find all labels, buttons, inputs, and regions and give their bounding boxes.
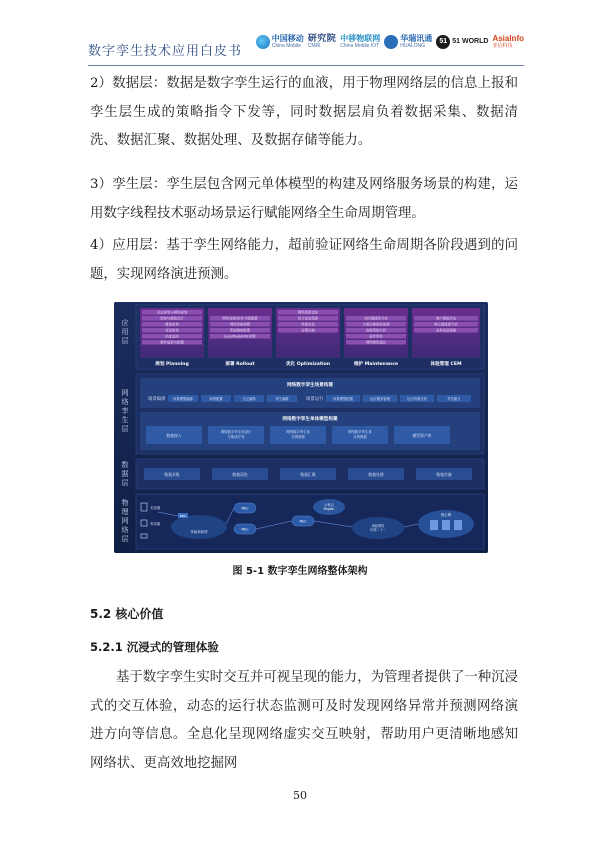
svg-text:网络数字孪生场景构建: 网络数字孪生场景构建 <box>287 383 333 388</box>
svg-text:场景模型配置: 场景模型配置 <box>333 397 353 401</box>
svg-text:告警压缩: 告警压缩 <box>301 328 315 333</box>
layer-label-twin: 网络孪生层 <box>121 389 129 433</box>
svg-text:MEC: MEC <box>299 519 307 524</box>
svg-text:交互编排: 交互编排 <box>242 397 256 401</box>
svg-text:实时健康性评估: 实时健康性评估 <box>364 316 388 321</box>
svg-text:运行服务管理: 运行服务管理 <box>370 397 390 401</box>
svg-text:切片质量保障: 切片质量保障 <box>297 316 319 321</box>
svg-text:数据清洗: 数据清洗 <box>232 472 248 477</box>
svg-text:有线端: 有线端 <box>150 522 161 526</box>
cmiot-logo: 中移物联网 China Mobile IOT <box>340 33 381 49</box>
svg-text:站址选择: 站址选择 <box>165 334 179 339</box>
svg-text:网络数字孪生体实例图谱: 网络数字孪生体实例图谱 <box>348 430 372 439</box>
architecture-diagram <box>114 302 488 553</box>
section-heading-5-2-1: 5.2.1 沉浸式的管理体验 <box>90 640 219 654</box>
figure-caption: 图 5-1 数字孪生网络整体架构 <box>232 566 368 577</box>
header-title: 数字孪生技术应用白皮书 <box>88 44 243 59</box>
51world-icon: 51 <box>436 35 450 49</box>
header-divider <box>88 65 524 66</box>
svg-text:数据存储: 数据存储 <box>436 472 452 477</box>
svg-text:核心网: 核心网 <box>440 513 452 517</box>
svg-text:业务质量保障: 业务质量保障 <box>435 328 457 333</box>
svg-text:客户感知评估: 客户感知评估 <box>435 316 457 321</box>
svg-text:IaaS/PaaS/VNF部署: IaaS/PaaS/VNF部署 <box>224 334 256 339</box>
layer-label-data: 数据层 <box>121 461 129 487</box>
svg-text:规则配置: 规则配置 <box>209 397 223 401</box>
svg-text:BBU: BBU <box>180 514 186 518</box>
svg-text:覆盖规划: 覆盖规划 <box>165 322 179 327</box>
svg-text:场景模型编排: 场景模型编排 <box>173 397 193 401</box>
architecture-figure <box>114 302 488 553</box>
immersive-paragraph: 基于数字孪生实时交互并可视呈现的能力，为管理者提供了一种沉浸式的交互体验，动态的运行状态监测可及时发现网络异常并预测网络演进方向等信息。全息化呈现网络虚实交互映射，帮助用户更清晰地感知网络状、更高效地挖掘网 <box>90 670 518 771</box>
svg-text:无线端: 无线端 <box>150 506 161 510</box>
svg-text:网络修复建议: 网络修复建议 <box>365 340 387 345</box>
page-number: 50 <box>293 789 307 802</box>
svg-text:性能优化: 性能优化 <box>301 322 315 327</box>
svg-text:网络资源优化: 网络资源优化 <box>297 310 319 315</box>
svg-text:网络数字孪生体实例管理: 网络数字孪生体实例管理 <box>286 430 310 439</box>
svg-text:数据接入: 数据接入 <box>166 433 182 438</box>
svg-text:模型资产库: 模型资产库 <box>412 433 432 438</box>
svg-text:场景编排: 场景编排 <box>148 397 166 402</box>
svg-text:MEC: MEC <box>241 506 249 511</box>
app-column-title: 体验管理 CEM <box>430 362 462 367</box>
app-column-title: 维护 Maintenance <box>353 362 399 367</box>
asiainfo-logo: AsiaInfo 亚信科技 <box>492 33 524 49</box>
svg-text:故障智能分析: 故障智能分析 <box>365 328 387 333</box>
cmri-logo: 研究院 CMRI <box>307 33 337 49</box>
layer-label-physical: 物理网络层 <box>121 499 129 543</box>
svg-text:动态规划与网络规划: 动态规划与网络规划 <box>156 310 188 315</box>
data-layer-items <box>144 468 472 480</box>
app-column-title: 优化 Optimization <box>285 362 331 367</box>
svg-text:系统割接配置: 系统割接配置 <box>229 328 251 333</box>
svg-text:传输承载网: 传输承载网 <box>190 530 208 534</box>
svg-text:孪生编辑: 孪生编辑 <box>275 397 289 401</box>
svg-text:网络数字孪生单体模型构建: 网络数字孪生单体模型构建 <box>282 417 338 422</box>
svg-text:架构与链路设计: 架构与链路设计 <box>160 316 184 321</box>
svg-text:数据采集: 数据采集 <box>164 472 180 477</box>
layer-label-application: 应用层 <box>121 319 129 345</box>
svg-text:容量规划: 容量规划 <box>165 328 179 333</box>
model-construction <box>140 412 480 450</box>
svg-text:运行结果分析: 运行结果分析 <box>407 397 427 401</box>
51world-logo: 51 51 WORLD <box>436 35 488 49</box>
svg-text:承载网络环网二十一: 承载网络环网二十一 <box>370 524 386 532</box>
scene-construction <box>140 378 480 408</box>
svg-text:数据处理: 数据处理 <box>368 472 384 477</box>
svg-text:网元健康度评估: 网元健康度评估 <box>434 322 458 327</box>
svg-text:场景运行: 场景运行 <box>306 397 324 402</box>
app-layer-paragraph: 4）应用层：基于孪生网络能力，超前验证网络生命周期各阶段遇到的问题，实现网络演进预测。 <box>90 238 518 282</box>
svg-text:孪生能力: 孪生能力 <box>447 397 461 401</box>
china-mobile-logo: 中国移动 China Mobile <box>256 35 304 49</box>
section-heading-5-2: 5.2 核心价值 <box>90 607 164 621</box>
svg-text:主要运维指标预测: 主要运维指标预测 <box>362 322 390 327</box>
twin-layer-paragraph: 3）孪生层：孪生层包含网元单体模型的构建及网络服务场景的构建，运用数字线程技术驱动场景运行赋能网络全生命周期管理。 <box>90 177 518 221</box>
hualong-icon <box>384 35 398 49</box>
svg-text:MEC: MEC <box>241 527 249 532</box>
svg-text:数据汇聚: 数据汇聚 <box>300 472 316 477</box>
data-layer-paragraph: 2）数据层：数据是数字孪生运行的血液，用于物理网络层的信息上报和孪生层生成的策略指令下发等，同时数据层肩负着数据采集、数据清洗、数据汇聚、数据处理、及数据存储等能力。 <box>90 76 518 148</box>
app-column-title: 部署 Rollout <box>225 362 255 367</box>
hualong-logo: 华瑞讯通 HUALONG <box>384 35 432 49</box>
china-mobile-icon <box>256 35 270 49</box>
svg-text:网络切换调整: 网络切换调整 <box>229 322 251 327</box>
svg-text:公有云Region: 公有云 Region <box>323 503 335 511</box>
svg-text:网络参数/软件升级配置: 网络参数/软件升级配置 <box>222 316 258 321</box>
app-column-title: 规划 Planning <box>155 362 189 367</box>
svg-text:硬件选型与配置: 硬件选型与配置 <box>160 340 184 345</box>
svg-text:网络数字孪生体设计与集成开发: 网络数字孪生体设计与集成开发 <box>220 430 252 439</box>
partner-logos <box>256 34 524 49</box>
svg-text:备件库存: 备件库存 <box>369 334 383 339</box>
page-header <box>88 30 524 66</box>
